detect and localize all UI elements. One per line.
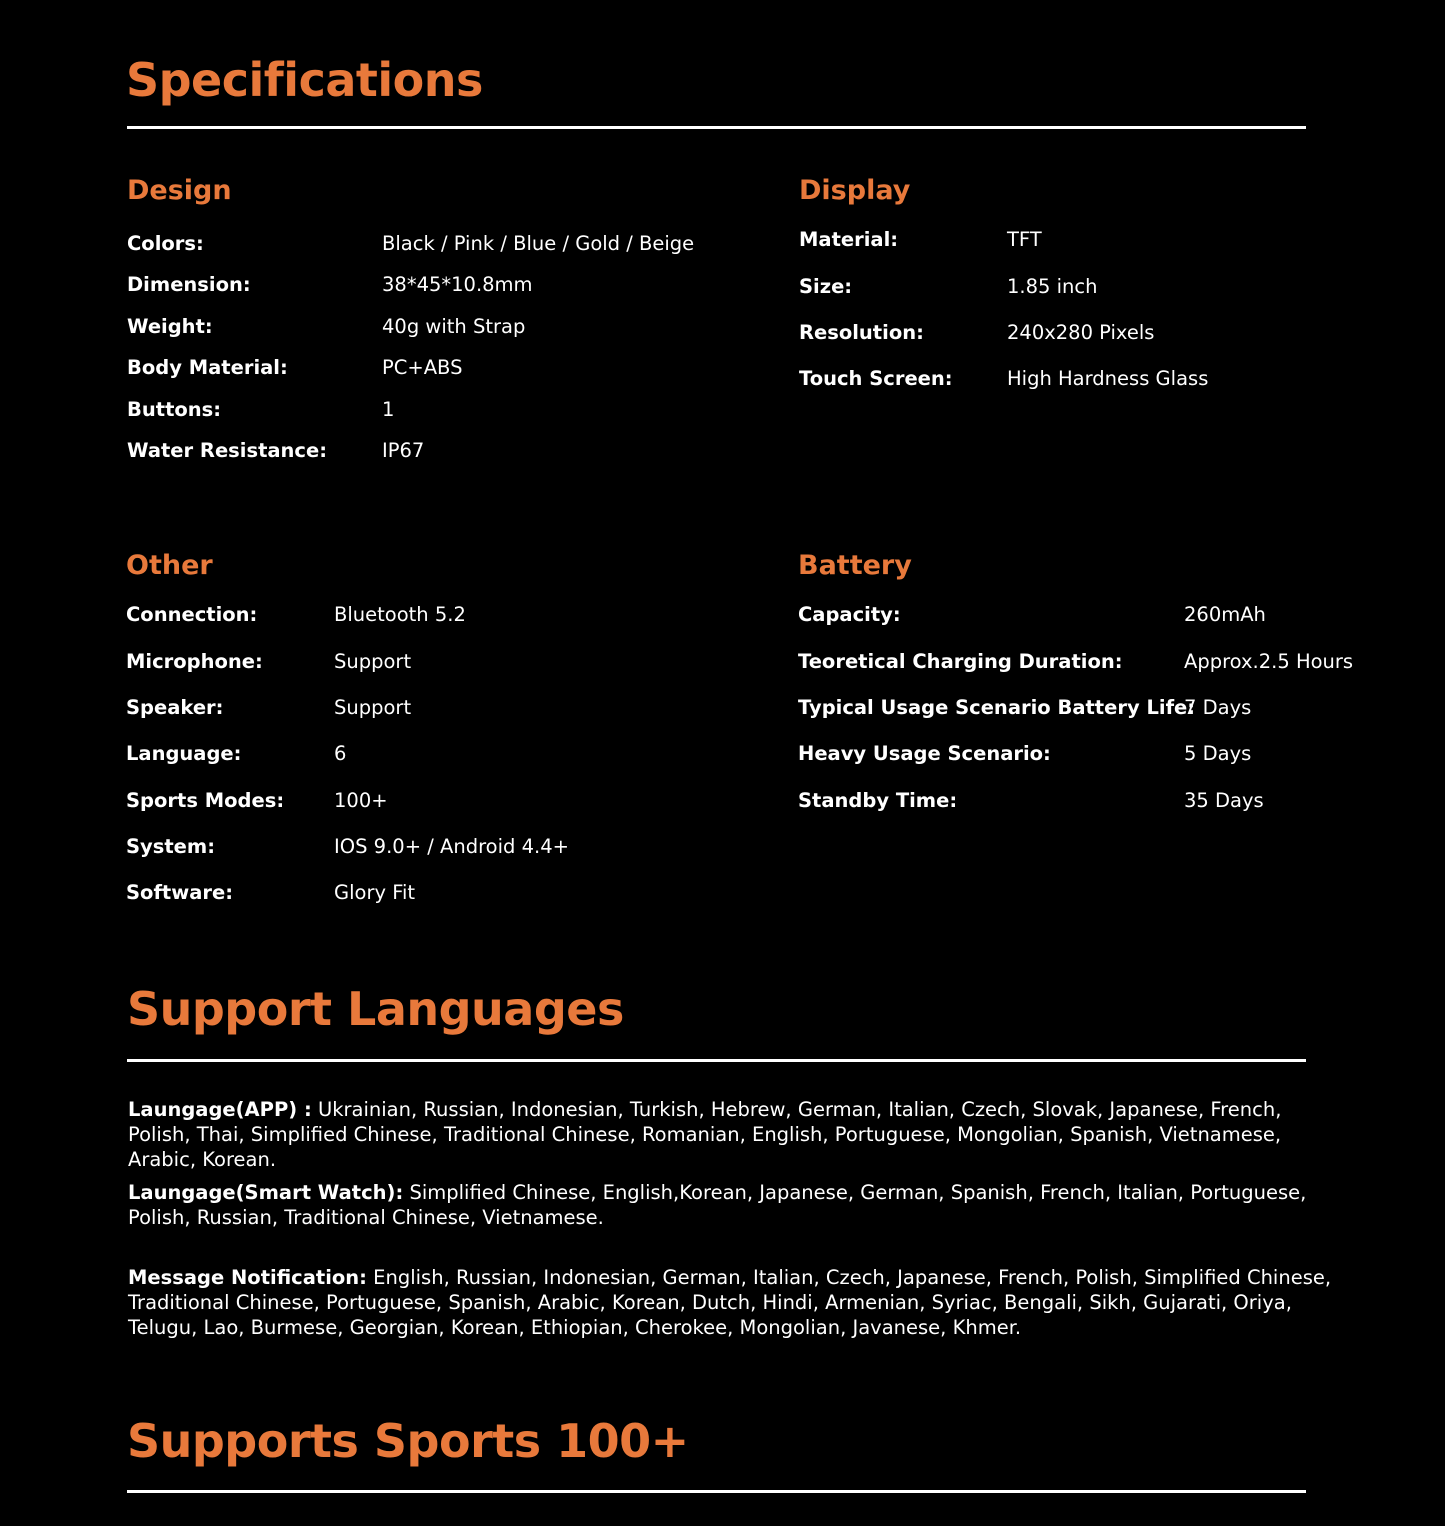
- spec-label: Connection:: [126, 603, 258, 627]
- spec-row-weight: [127, 306, 694, 347]
- spec-row-typical-battery-life: [798, 685, 1353, 731]
- spec-row-dimension: [127, 264, 694, 305]
- spec-value: 260mAh: [1184, 603, 1266, 627]
- spec-value: IOS 9.0+ / Android 4.4+: [334, 834, 569, 858]
- spec-label: Material:: [799, 228, 899, 252]
- spec-row-language: [126, 731, 569, 777]
- battery-spec-list: [798, 592, 1353, 823]
- spec-label: Resolution:: [799, 320, 924, 344]
- spec-label: Teoretical Charging Duration:: [798, 649, 1123, 673]
- spec-label: Speaker:: [126, 695, 224, 719]
- spec-label: Software:: [126, 881, 234, 905]
- spec-row-charging-duration: [798, 638, 1353, 684]
- spec-row-water-resistance: [127, 430, 694, 471]
- spec-value: 6: [334, 742, 347, 766]
- spec-label: Buttons:: [127, 397, 222, 421]
- specifications-heading: Specifications: [126, 53, 483, 107]
- spec-label: Colors:: [127, 231, 204, 255]
- supports-sports-heading: Supports Sports 100+: [127, 1414, 689, 1468]
- spec-label: Size:: [799, 274, 853, 298]
- spec-row-standby-time: [798, 777, 1353, 823]
- spec-label: Microphone:: [126, 649, 263, 673]
- spec-value: TFT: [1007, 228, 1042, 252]
- spec-value: 40g with Strap: [382, 314, 526, 338]
- spec-row-speaker: [126, 685, 569, 731]
- spec-label: Weight:: [127, 314, 213, 338]
- spec-value: Support: [334, 695, 412, 719]
- spec-label: Capacity:: [798, 603, 901, 627]
- spec-value: 100+: [334, 788, 388, 812]
- spec-row-size: [799, 263, 1208, 309]
- spec-value: Black / Pink / Blue / Gold / Beige: [382, 231, 695, 255]
- display-spec-list: [799, 217, 1208, 402]
- spec-row-system: [126, 823, 569, 869]
- spec-row-heavy-usage: [798, 731, 1353, 777]
- design-spec-list: [127, 223, 694, 471]
- design-title: Design: [127, 175, 232, 206]
- spec-value: Support: [334, 649, 412, 673]
- specifications-divider: [127, 126, 1306, 129]
- spec-label: Water Resistance:: [127, 438, 328, 462]
- spec-value: Approx.2.5 Hours: [1184, 649, 1354, 673]
- spec-row-sports-modes: [126, 777, 569, 823]
- spec-value: 35 Days: [1184, 788, 1264, 812]
- spec-label: Dimension:: [127, 273, 251, 297]
- other-spec-list: [126, 592, 569, 916]
- spec-value: 1: [382, 397, 395, 421]
- spec-row-colors: [127, 223, 694, 264]
- spec-value: Bluetooth 5.2: [334, 603, 466, 627]
- spec-row-material: [799, 217, 1208, 263]
- spec-value: 38*45*10.8mm: [382, 273, 533, 297]
- spec-row-body-material: [127, 347, 694, 388]
- spec-value: 240x280 Pixels: [1007, 320, 1155, 344]
- spec-row-capacity: [798, 592, 1353, 638]
- spec-label: System:: [126, 834, 216, 858]
- spec-label: Sports Modes:: [126, 788, 285, 812]
- other-title: Other: [126, 550, 213, 581]
- app-languages-value: Ukrainian, Russian, Indonesian, Turkish, Hebrew, German, Italian, Czech, Slovak, Japanese, French, Polish, Thai, Simplified Chinese, Traditional Chinese, Romanian, English, Portuguese, Mongolian, Spanish, Vietnamese, Arabic, Korean.: [128, 1098, 1282, 1171]
- spec-label: Typical Usage Scenario Battery Life:: [798, 695, 1196, 719]
- spec-row-resolution: [799, 310, 1208, 356]
- notification-languages-value: English, Russian, Indonesian, German, Italian, Czech, Japanese, French, Polish, Simplified Chinese, Traditional Chinese, Portuguese, Spanish, Arabic, Korean, Dutch, Hindi, Armenian, Syriac, Bengali, Sikh, Gujarati, Oriya, Telugu, Lao, Burmese, Georgian, Korean, Ethiopian, Cherokee, Mongolian, Javanese, Khmer.: [128, 1266, 1332, 1339]
- spec-value: High Hardness Glass: [1007, 367, 1209, 391]
- spec-value: Glory Fit: [334, 881, 416, 905]
- display-title: Display: [799, 175, 911, 206]
- spec-label: Body Material:: [127, 356, 288, 380]
- spec-value: 7 Days: [1184, 695, 1252, 719]
- spec-value: 1.85 inch: [1007, 274, 1098, 298]
- notification-languages-label: Message Notification:: [128, 1266, 367, 1289]
- watch-languages-label: Laungage(Smart Watch):: [128, 1181, 404, 1204]
- spec-row-buttons: [127, 389, 694, 430]
- spec-row-connection: [126, 592, 569, 638]
- spec-label: Heavy Usage Scenario:: [798, 742, 1051, 766]
- support-languages-heading: Support Languages: [127, 982, 624, 1036]
- supports-sports-divider: [127, 1490, 1306, 1493]
- spec-label: Standby Time:: [798, 788, 958, 812]
- battery-title: Battery: [798, 550, 912, 581]
- spec-value: 5 Days: [1184, 742, 1252, 766]
- spec-value: IP67: [382, 438, 425, 462]
- notification-languages-paragraph: [128, 1265, 1343, 1340]
- watch-languages-paragraph: [128, 1180, 1343, 1230]
- app-languages-label: Laungage(APP) :: [128, 1098, 312, 1121]
- spec-label: Language:: [126, 742, 242, 766]
- spec-label: Touch Screen:: [799, 367, 953, 391]
- spec-value: PC+ABS: [382, 356, 463, 380]
- spec-row-touch-screen: [799, 356, 1208, 402]
- support-languages-divider: [127, 1059, 1306, 1062]
- app-languages-paragraph: [128, 1097, 1343, 1172]
- watch-languages-value: Simplified Chinese, English,Korean, Japanese, German, Spanish, French, Italian, Portuguese, Polish, Russian, Traditional Chinese, Vietnamese.: [128, 1181, 1307, 1229]
- spec-row-software: [126, 870, 569, 916]
- spec-row-microphone: [126, 638, 569, 684]
